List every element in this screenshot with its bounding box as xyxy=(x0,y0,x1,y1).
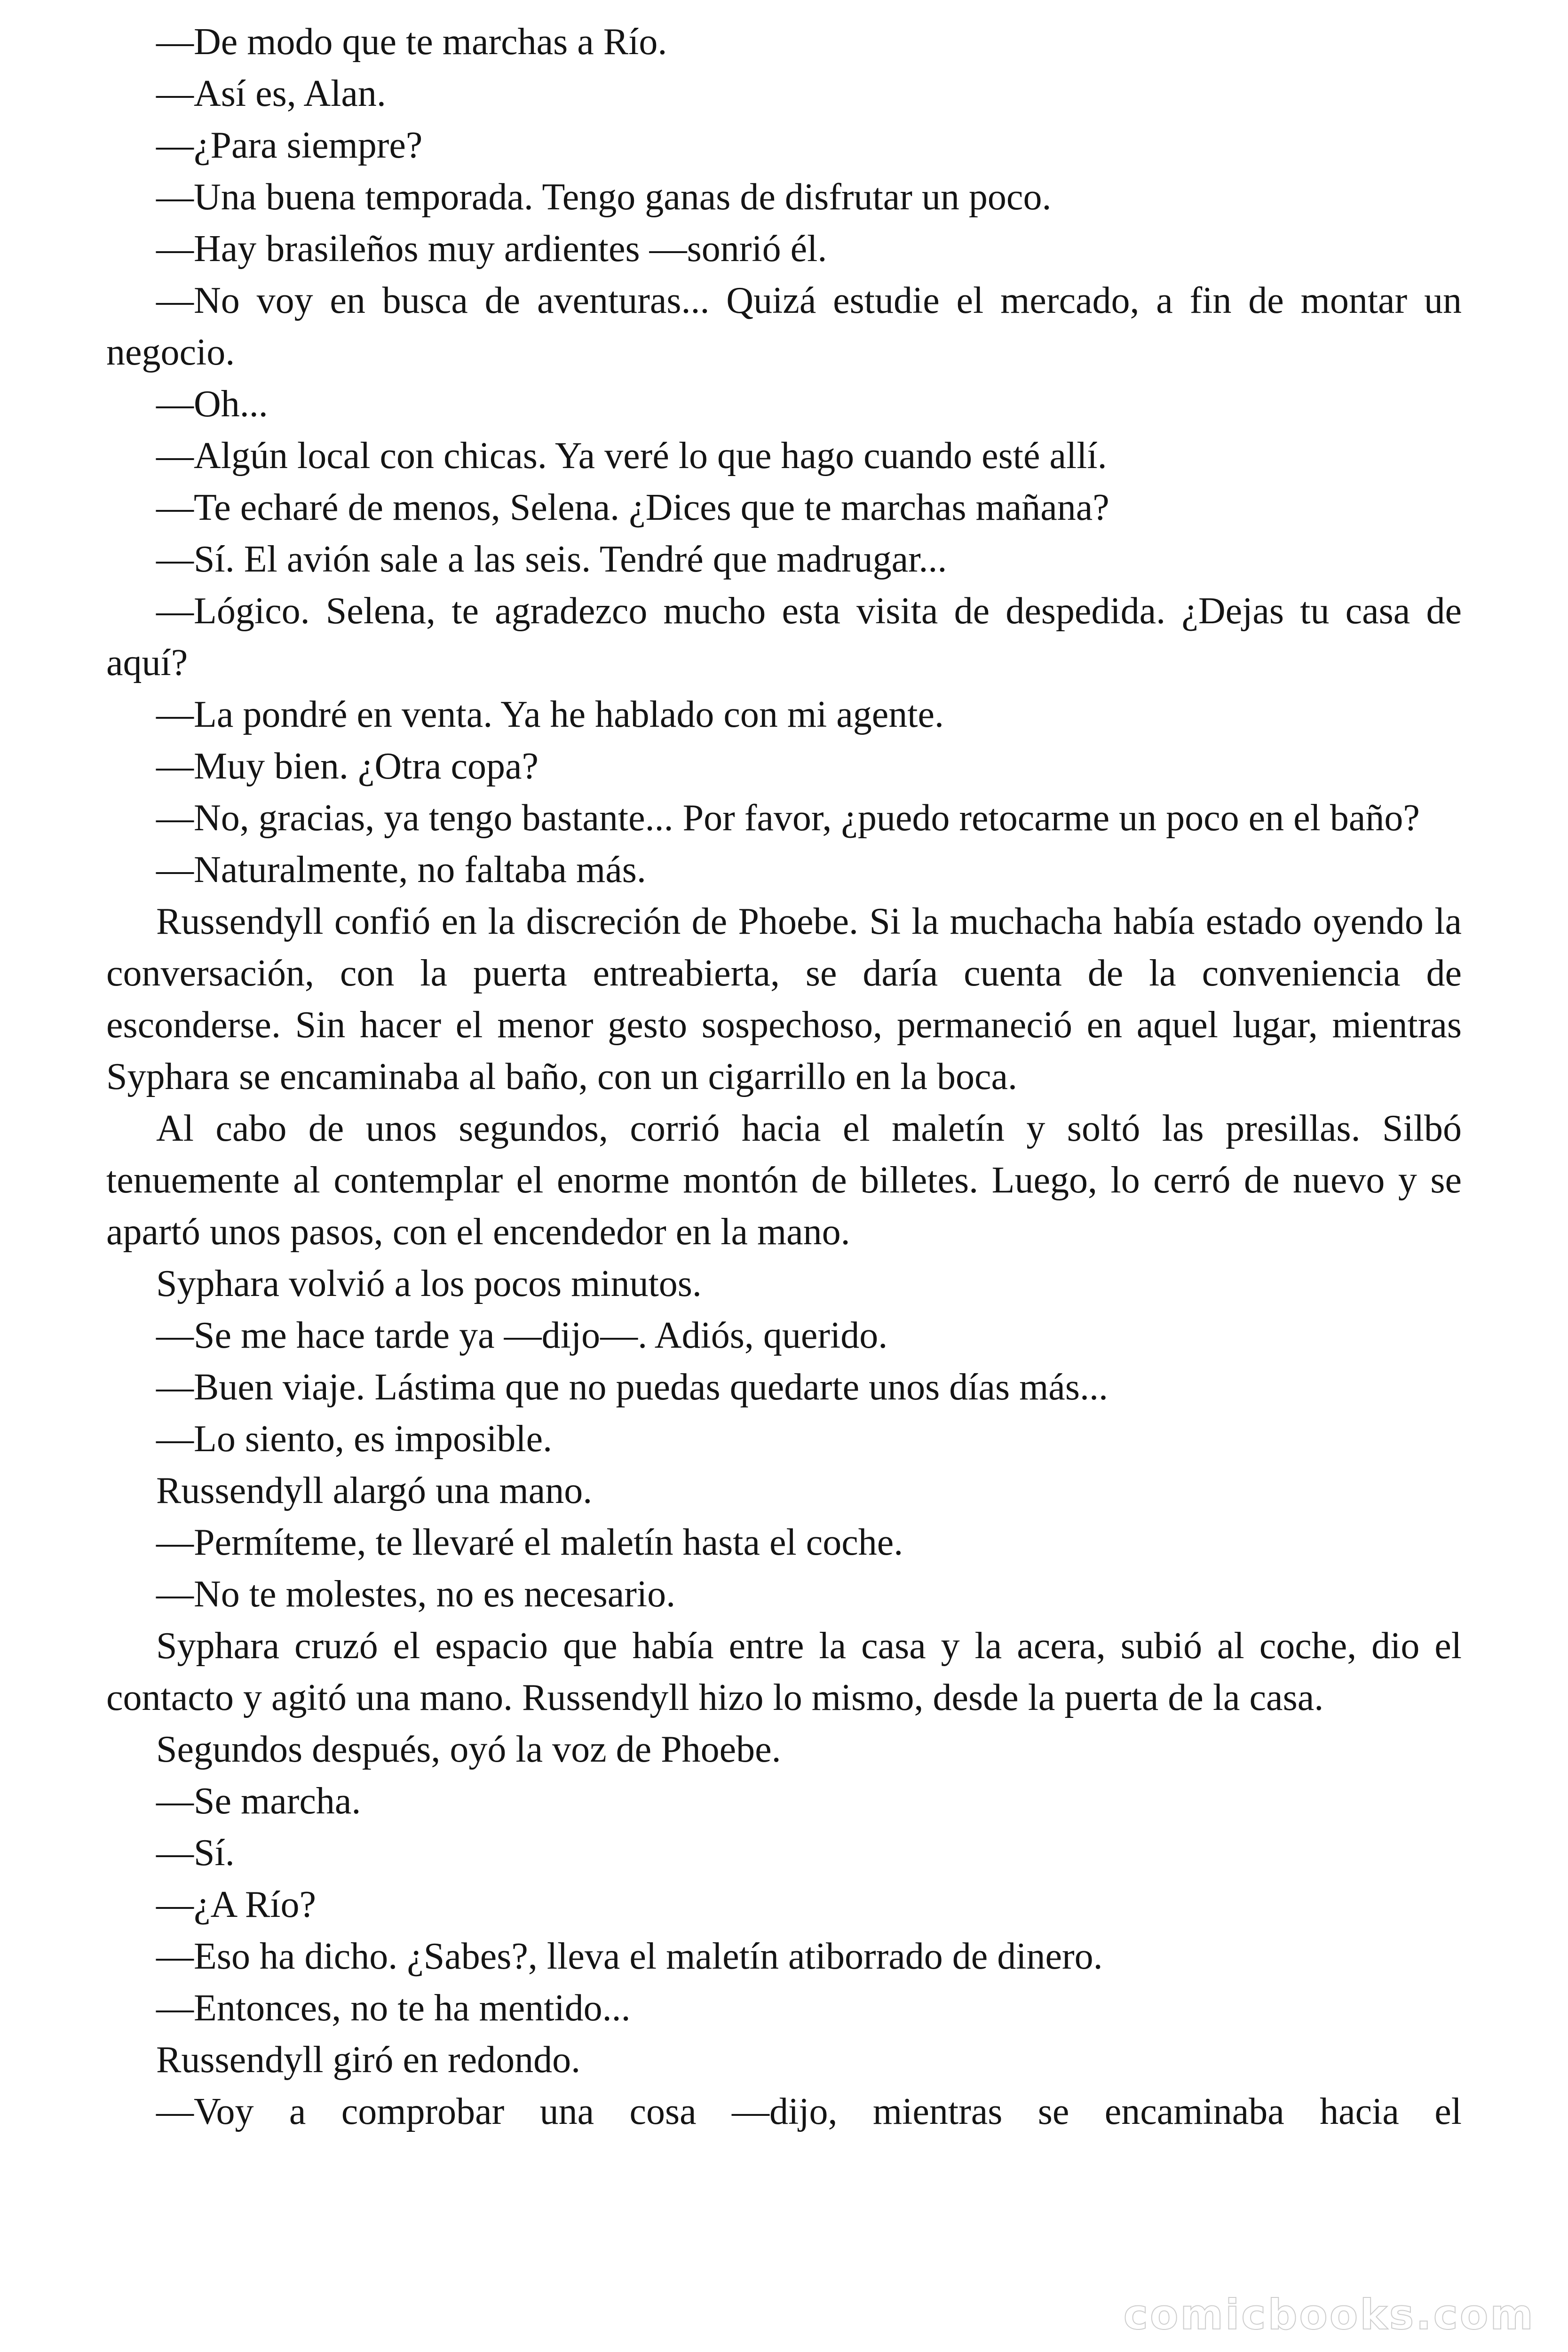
paragraph: —Lógico. Selena, te agradezco mucho esta visita de despedida. ¿Dejas tu casa de aquí? xyxy=(106,590,1462,683)
paragraph: —Lo siento, es imposible. xyxy=(156,1418,553,1460)
paragraph: —Se marcha. xyxy=(156,1780,361,1822)
paragraph: Segundos después, oyó la voz de Phoebe. xyxy=(156,1729,781,1770)
paragraph: Russendyll alargó una mano. xyxy=(156,1470,593,1511)
paragraph: —Te echaré de menos, Selena. ¿Dices que te marchas mañana? xyxy=(156,487,1109,528)
paragraph: Russendyll confió en la discreción de Phoebe. Si la muchacha había estado oyendo la conversación, con la puerta entreabierta, se daría cuenta de la conveniencia de esconderse. Sin hacer el menor gesto sospechoso, permaneció en aquel lugar, mientras Syphara se encaminaba al baño, con un cigarrillo en la boca. xyxy=(106,901,1462,1097)
watermark-logo: comicbooks.com xyxy=(1123,2290,1535,2339)
paragraph: —¿A Río? xyxy=(156,1884,316,1925)
paragraph: —Oh... xyxy=(156,383,268,425)
paragraph: —Sí. xyxy=(156,1832,235,1874)
paragraph: —Permíteme, te llevaré el maletín hasta el coche. xyxy=(156,1522,903,1563)
paragraph: —Eso ha dicho. ¿Sabes?, lleva el maletín atiborrado de dinero. xyxy=(156,1936,1103,1977)
paragraph: —Entonces, no te ha mentido... xyxy=(156,1987,631,2029)
paragraph: Syphara volvió a los pocos minutos. xyxy=(156,1263,702,1304)
paragraph-continued: —Voy a comprobar una cosa —dijo, mientras se encaminaba hacia el xyxy=(156,2091,1462,2132)
paragraph: Syphara cruzó el espacio que había entre la casa y la acera, subió al coche, dio el contacto y agitó una mano. Russendyll hizo lo mismo, desde la puerta de la casa. xyxy=(106,1625,1462,1718)
paragraph: —Así es, Alan. xyxy=(156,73,386,114)
paragraph: Russendyll giró en redondo. xyxy=(156,2039,581,2081)
paragraph: —Sí. El avión sale a las seis. Tendré que madrugar... xyxy=(156,539,947,580)
paragraph: —Muy bien. ¿Otra copa? xyxy=(156,746,539,787)
paragraph: —Hay brasileños muy ardientes —sonrió él. xyxy=(156,228,827,270)
paragraph: —La pondré en venta. Ya he hablado con mi agente. xyxy=(156,694,944,735)
paragraph: —Naturalmente, no faltaba más. xyxy=(156,849,646,890)
paragraph: —¿Para siempre? xyxy=(156,125,423,166)
paragraph: —Buen viaje. Lástima que no puedas quedarte unos días más... xyxy=(156,1367,1108,1408)
paragraph: —De modo que te marchas a Río. xyxy=(156,21,667,63)
paragraph: —No te molestes, no es necesario. xyxy=(156,1573,676,1615)
body-text xyxy=(106,16,1462,2137)
paragraph: —Una buena temporada. Tengo ganas de disfrutar un poco. xyxy=(156,176,1052,218)
paragraph: —No, gracias, ya tengo bastante... Por favor, ¿puedo retocarme un poco en el baño? xyxy=(156,797,1420,839)
paragraph: —No voy en busca de aventuras... Quizá estudie el mercado, a fin de montar un negocio. xyxy=(106,280,1462,373)
paragraph: —Se me hace tarde ya —dijo—. Adiós, querido. xyxy=(156,1315,888,1356)
paragraph: —Algún local con chicas. Ya veré lo que hago cuando esté allí. xyxy=(156,435,1107,477)
paragraph: Al cabo de unos segundos, corrió hacia el maletín y soltó las presillas. Silbó tenuemente al contemplar el enorme montón de billetes. Luego, lo cerró de nuevo y se apartó unos pasos, con el encendedor en la mano. xyxy=(106,1108,1462,1253)
